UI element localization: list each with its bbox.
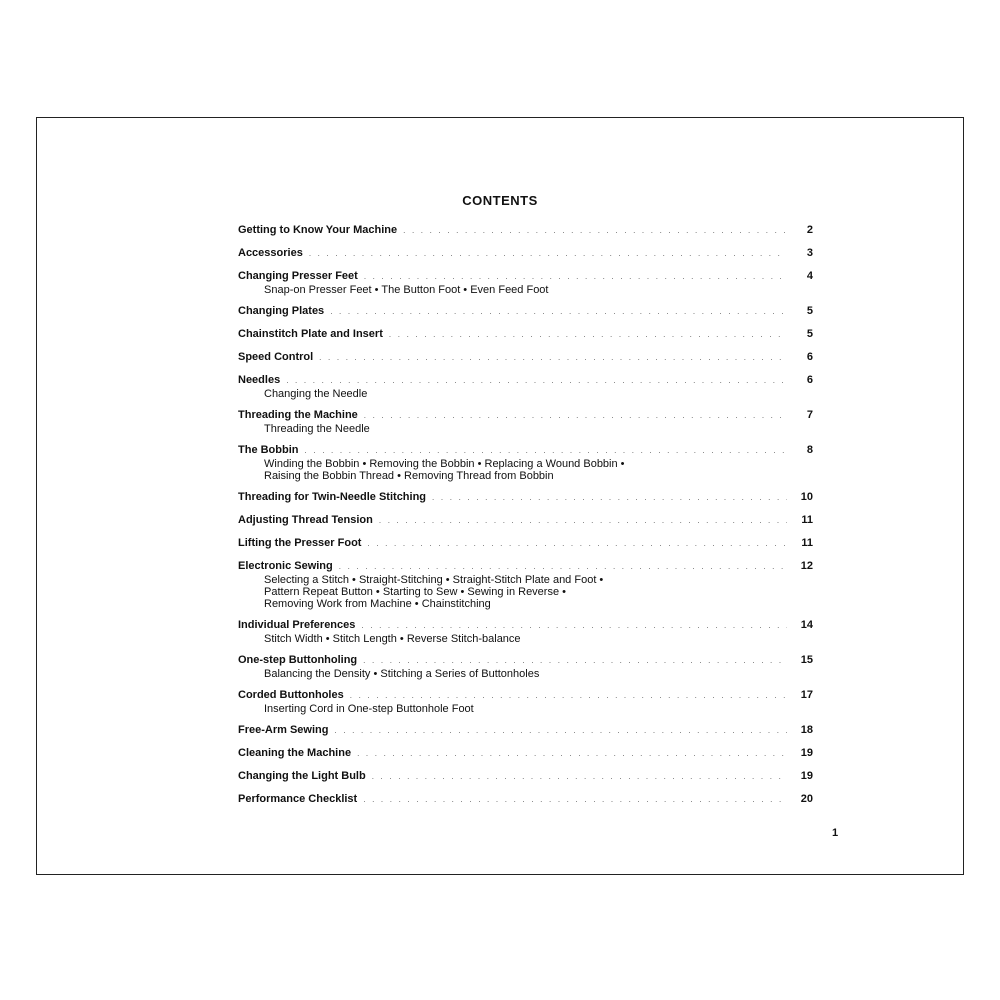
toc-page-number: 20 <box>800 793 813 805</box>
toc-entry-title[interactable]: Performance Checklist <box>238 793 358 805</box>
toc-entry-title[interactable]: Chainstitch Plate and Insert <box>238 328 383 340</box>
toc-page-number: 17 <box>800 689 813 701</box>
toc-entry <box>238 443 813 482</box>
toc-entry-title[interactable]: Adjusting Thread Tension <box>238 514 373 526</box>
toc-entry-line <box>238 746 813 761</box>
toc-subtopics: Inserting Cord in One-step Buttonhole Foot <box>264 703 474 715</box>
toc-entry-line <box>238 327 813 342</box>
toc-entry <box>238 373 813 400</box>
toc-entry-line <box>238 513 813 528</box>
table-of-contents <box>238 223 813 815</box>
toc-entry-line <box>238 490 813 505</box>
toc-entry-line <box>238 408 813 423</box>
toc-page-number: 5 <box>806 305 813 317</box>
toc-subtopics: Selecting a Stitch • Straight-Stitching • Straight-Stitch Plate and Foot • <box>264 574 604 586</box>
toc-subtopics: Winding the Bobbin • Removing the Bobbin • Replacing a Wound Bobbin • <box>264 458 625 470</box>
dot-leader <box>361 619 787 633</box>
toc-entry-line <box>238 373 813 388</box>
toc-entry-line <box>238 223 813 238</box>
toc-entry-line <box>238 653 813 668</box>
toc-entry-line <box>238 304 813 319</box>
toc-subtopics: Pattern Repeat Button • Starting to Sew • Sewing in Reverse • <box>264 586 566 598</box>
dot-leader <box>286 374 787 388</box>
dot-leader <box>432 491 787 505</box>
toc-page-number: 6 <box>806 351 813 363</box>
toc-page-number: 2 <box>806 224 813 236</box>
toc-entry-title[interactable]: Threading the Machine <box>238 409 358 421</box>
toc-entry-title[interactable]: Changing Presser Feet <box>238 270 358 282</box>
toc-subtopics: Changing the Needle <box>264 388 368 400</box>
toc-entry-title[interactable]: Changing the Light Bulb <box>238 770 366 782</box>
toc-entry-line <box>238 723 813 738</box>
toc-entry <box>238 559 813 610</box>
toc-entry-title[interactable]: Corded Buttonholes <box>238 689 344 701</box>
toc-entry-line <box>238 792 813 807</box>
toc-page-number: 10 <box>800 491 813 503</box>
toc-page-number: 18 <box>800 724 813 736</box>
dot-leader <box>364 409 787 423</box>
toc-entry <box>238 490 813 505</box>
toc-page-number: 5 <box>806 328 813 340</box>
toc-entry-title[interactable]: Threading for Twin-Needle Stitching <box>238 491 427 503</box>
toc-subtopics: Balancing the Density • Stitching a Series of Buttonholes <box>264 668 540 680</box>
toc-entry <box>238 408 813 435</box>
toc-entry <box>238 269 813 296</box>
dot-leader <box>363 654 787 668</box>
toc-entry-title[interactable]: Lifting the Presser Foot <box>238 537 362 549</box>
toc-subtopics: Threading the Needle <box>264 423 370 435</box>
toc-page-number: 19 <box>800 770 813 782</box>
toc-entry-title[interactable]: Electronic Sewing <box>238 560 333 572</box>
toc-subtopics: Raising the Bobbin Thread • Removing Thread from Bobbin <box>264 470 554 482</box>
toc-entry-line <box>238 269 813 284</box>
dot-leader <box>389 328 787 342</box>
dot-leader <box>339 560 787 574</box>
contents-title: CONTENTS <box>462 193 538 208</box>
toc-subtopics: Snap-on Presser Feet • The Button Foot • Even Feed Foot <box>264 284 549 296</box>
toc-entry-line <box>238 350 813 365</box>
toc-entry <box>238 350 813 365</box>
toc-entry-title[interactable]: Needles <box>238 374 281 386</box>
toc-entry <box>238 327 813 342</box>
dot-leader <box>330 305 787 319</box>
dot-leader <box>309 247 787 261</box>
toc-entry <box>238 304 813 319</box>
toc-entry-title[interactable]: Individual Preferences <box>238 619 356 631</box>
toc-page-number: 12 <box>800 560 813 572</box>
toc-page-number: 14 <box>800 619 813 631</box>
toc-entry-line <box>238 536 813 551</box>
toc-page-number: 11 <box>801 537 813 549</box>
toc-entry-title[interactable]: Cleaning the Machine <box>238 747 352 759</box>
toc-entry-title[interactable]: Getting to Know Your Machine <box>238 224 398 236</box>
toc-entry <box>238 653 813 680</box>
dot-leader <box>367 537 787 551</box>
toc-entry <box>238 223 813 238</box>
dot-leader <box>363 793 787 807</box>
toc-entry <box>238 246 813 261</box>
toc-page-number: 19 <box>800 747 813 759</box>
toc-entry <box>238 536 813 551</box>
toc-entry-line <box>238 618 813 633</box>
toc-page-number: 11 <box>801 514 813 526</box>
dot-leader <box>305 444 788 458</box>
dot-leader <box>319 351 787 365</box>
toc-entry <box>238 723 813 738</box>
page-number: 1 <box>832 827 839 839</box>
toc-entry-title[interactable]: Changing Plates <box>238 305 325 317</box>
toc-entry <box>238 769 813 784</box>
dot-leader <box>357 747 787 761</box>
toc-entry <box>238 746 813 761</box>
toc-entry-title[interactable]: The Bobbin <box>238 444 299 456</box>
dot-leader <box>379 514 787 528</box>
toc-entry-title[interactable]: Free-Arm Sewing <box>238 724 329 736</box>
toc-entry-line <box>238 559 813 574</box>
toc-page-number: 15 <box>800 654 813 666</box>
dot-leader <box>364 270 787 284</box>
toc-entry-title[interactable]: Accessories <box>238 247 303 259</box>
toc-entry <box>238 688 813 715</box>
dot-leader <box>403 224 787 238</box>
toc-page-number: 7 <box>806 409 813 421</box>
toc-entry <box>238 792 813 807</box>
toc-page-number: 8 <box>806 444 813 456</box>
dot-leader <box>334 724 787 738</box>
toc-entry-title[interactable]: One-step Buttonholing <box>238 654 358 666</box>
toc-subtopics: Stitch Width • Stitch Length • Reverse Stitch-balance <box>264 633 521 645</box>
toc-subtopics: Removing Work from Machine • Chainstitching <box>264 598 491 610</box>
toc-entry-line <box>238 769 813 784</box>
toc-page-number: 6 <box>806 374 813 386</box>
dot-leader <box>350 689 787 703</box>
toc-entry <box>238 618 813 645</box>
toc-page-number: 3 <box>806 247 813 259</box>
dot-leader <box>372 770 787 784</box>
toc-entry-line <box>238 246 813 261</box>
toc-page-number: 4 <box>806 270 813 282</box>
toc-entry-line <box>238 688 813 703</box>
toc-entry-title[interactable]: Speed Control <box>238 351 314 363</box>
toc-entry <box>238 513 813 528</box>
toc-entry-line <box>238 443 813 458</box>
